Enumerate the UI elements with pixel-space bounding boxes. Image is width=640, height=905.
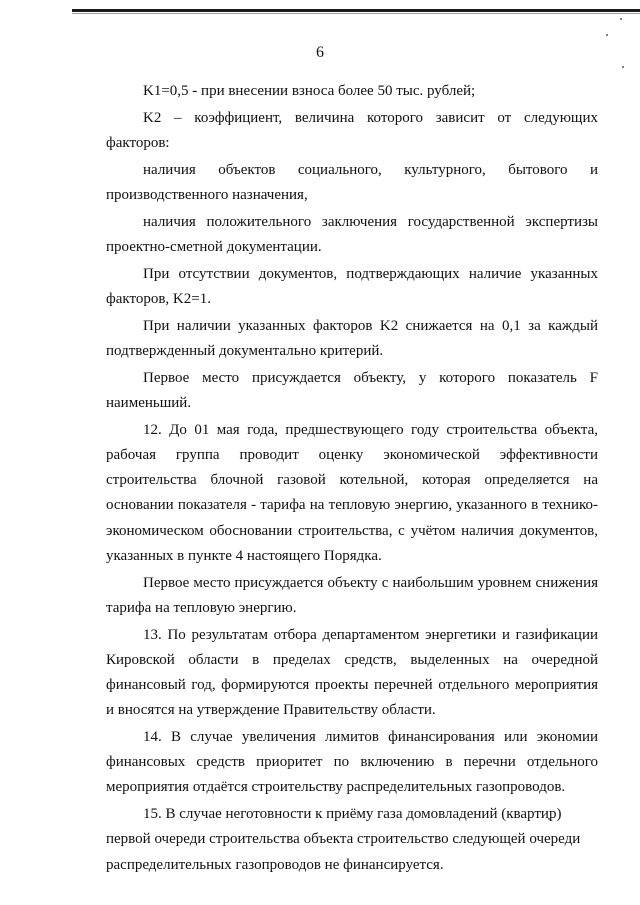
paragraph-item-12: 12. До 01 мая года, предшествующего году строительства объекта, рабочая группа проводит оценку экономической эффективности строительства блочной газовой котельной, которая определяется на основании показателя - тарифа на тепловую энергию, указанного в технико-экономическом обосновании строительства, с учётом наличия документов, указанных в пункте 4 настоящего Порядка. xyxy=(106,421,598,564)
paragraph-factor-objects: наличия объектов социального, культурного, бытового и производственного назначения, xyxy=(106,161,598,203)
page-number: 6 xyxy=(316,44,324,61)
top-border-rule-shadow xyxy=(72,13,640,14)
paragraph-item-15: 15. В случае неготовности к приёму газа домовладений (квартир) первой очереди строительства объекта строительство следующей очереди распределительных газопроводов не финансируется. xyxy=(106,806,581,873)
paragraph-presence-of-factors: При наличии указанных факторов K2 снижается на 0,1 за каждый подтвержденный документально критерий. xyxy=(106,317,598,359)
scan-speck xyxy=(622,66,624,68)
paragraph-k1: K1=0,5 - при внесении взноса более 50 тыс. рублей; xyxy=(143,83,476,99)
paragraph-k2: K2 – коэффициент, величина которого зависит от следующих факторов: xyxy=(106,109,598,151)
paragraph-factor-expertise: наличия положительного заключения государственной экспертизы проектно-сметной документации. xyxy=(106,213,598,255)
paragraph-item-13: 13. По результатам отбора департаментом энергетики и газификации Кировской области в пределах средств, выделенных на очередной финансовый год, формируются проекты перечней отдельного мероприятия и вносятся на утверждение Правительству области. xyxy=(106,626,598,719)
paragraph-first-place-f: Первое место присуждается объекту, у которого показатель F наименьший. xyxy=(106,369,598,411)
scan-speck xyxy=(606,34,608,36)
paragraph-first-place-tariff: Первое место присуждается объекту с наибольшим уровнем снижения тарифа на тепловую энергию. xyxy=(106,574,598,616)
paragraph-absence-of-documents: При отсутствии документов, подтверждающих наличие указанных факторов, K2=1. xyxy=(106,265,598,307)
top-border-rule xyxy=(72,9,640,12)
scan-speck xyxy=(620,18,622,20)
document-body xyxy=(106,79,598,878)
paragraph-item-14: 14. В случае увеличения лимитов финансирования или экономии финансовых средств приоритет по включению в перечни отдельного мероприятия отдаётся строительству распределительных газопроводов. xyxy=(106,729,598,796)
